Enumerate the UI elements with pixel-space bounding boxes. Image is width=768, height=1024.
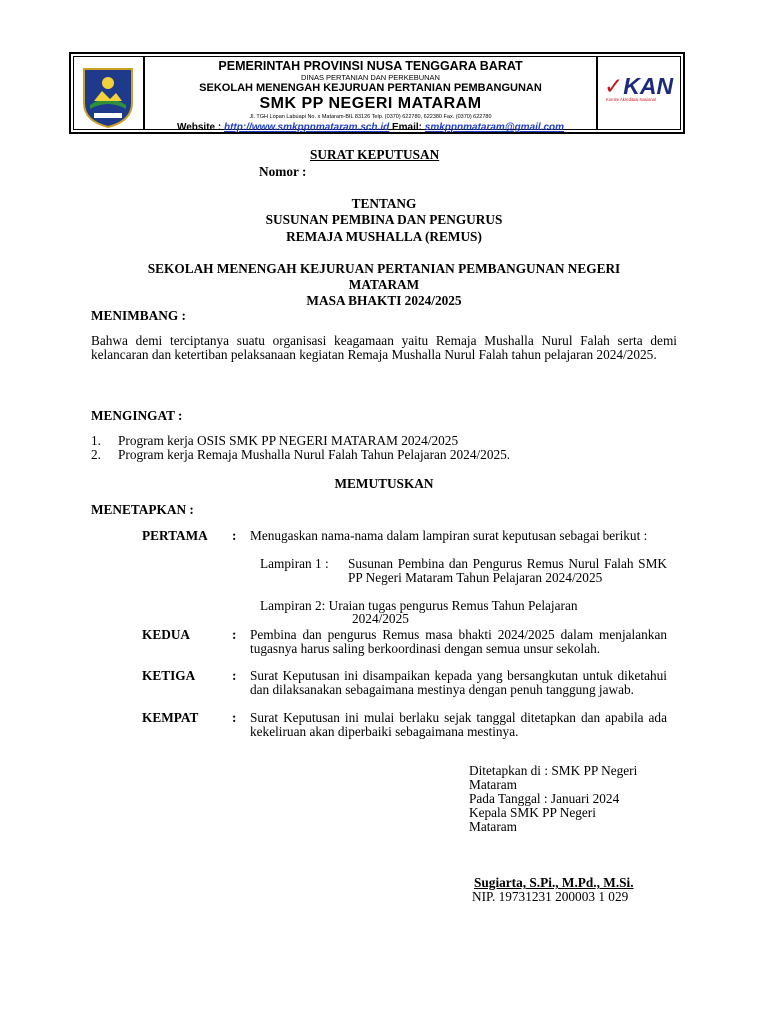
letterhead-right-logo-cell — [596, 57, 680, 129]
kempat-text: Surat Keputusan ini mulai berlaku sejak tanggal ditetapkan dan apabila ada kekeliruan akan diperbaiki sebagaimana mestinya. — [250, 710, 667, 739]
lampiran1-text: Susunan Pembina dan Pengurus Remus Nurul Falah SMK PP Negeri Mataram Tahun Pelajaran 2024/2025 — [348, 556, 667, 585]
signatory-nip: NIP. 19731231 200003 1 029 — [472, 889, 629, 904]
ketiga-label: KETIGA — [142, 668, 196, 683]
kan-logo-subtext: Komite Akreditasi Nasional — [606, 97, 656, 102]
nomor-label: Nomor : — [259, 164, 307, 179]
signatory-name: Sugiarta, S.Pi., M.Pd., M.Si. — [474, 875, 634, 890]
website-link[interactable]: http://www.smkppnmataram.sch.id — [224, 122, 390, 133]
province-emblem-icon — [80, 65, 136, 129]
kedua-label: KEDUA — [142, 627, 191, 642]
kan-logo — [604, 75, 673, 102]
kempat-label: KEMPAT — [142, 710, 199, 725]
memutuskan-heading: MEMUTUSKAN — [334, 476, 434, 491]
contact-line — [145, 122, 596, 134]
government-name: PEMERINTAH PROVINSI NUSA TENGGARA BARAT — [218, 59, 523, 73]
kan-logo-text: ✓KAN — [604, 73, 674, 99]
period-line: MASA BHAKTI 2024/2025 — [306, 293, 462, 308]
school-type: SEKOLAH MENENGAH KEJURUAN PERTANIAN PEMBANGUNAN — [199, 82, 542, 94]
letterhead-text — [145, 57, 596, 133]
school-line-2: MATARAM — [348, 277, 420, 292]
letterhead-left-logo-cell — [74, 57, 145, 129]
kedua-colon: : — [232, 627, 237, 642]
menimbang-text: Bahwa demi terciptanya suatu organisasi keagamaan yaitu Remaja Mushalla Nurul Falah serta demi kelancaran dan ketertiban pelaksanaan kegiatan Remaja Mushalla Nurul Falah tahun pelajaran 2024/2025. — [91, 333, 677, 362]
lampiran1-label: Lampiran 1 : — [260, 556, 329, 571]
mengingat-item-number: 1. — [91, 433, 101, 448]
jabatan-line-1: Kepala SMK PP Negeri — [469, 805, 596, 820]
checkmark-icon: ✓ — [604, 73, 624, 99]
jabatan-line-2: Mataram — [469, 819, 517, 834]
ketiga-colon: : — [232, 668, 237, 683]
menetapkan-heading: MENETAPKAN : — [91, 502, 194, 517]
mengingat-item-text: Program kerja OSIS SMK PP NEGERI MATARAM 2024/2025 — [118, 433, 459, 448]
subject-line-1: SUSUNAN PEMBINA DAN PENGURUS — [265, 212, 503, 227]
department-name: DINAS PERTANIAN DAN PERKEBUNAN — [301, 73, 440, 82]
pertama-text: Menugaskan nama-nama dalam lampiran surat keputusan sebagai berikut : — [250, 528, 648, 543]
letterhead — [69, 52, 685, 134]
document-heading: SURAT KEPUTUSAN — [310, 147, 440, 162]
mengingat-heading: MENGINGAT : — [91, 408, 183, 423]
kedua-text: Pembina dan pengurus Remus masa bhakti 2024/2025 dalam menjalankan tugasnya harus saling berkoordinasi dengan semua unsur sekolah. — [250, 627, 667, 656]
school-name: SMK PP NEGERI MATARAM — [259, 95, 482, 112]
pertama-colon: : — [232, 528, 237, 543]
kempat-colon: : — [232, 710, 237, 725]
school-address: Jl. TGH Lopan Labuapi No. x Mataram-BIL 83126 Telp. (0370) 622780, 622380 Fax. (0370) 622780 — [249, 114, 492, 120]
mengingat-item-number: 2. — [91, 447, 101, 462]
ditetapkan-line-1: Ditetapkan di : SMK PP Negeri — [469, 763, 638, 778]
email-link[interactable]: smkppnmataram@gmail.com — [424, 122, 565, 133]
menimbang-heading: MENIMBANG : — [91, 308, 186, 323]
mengingat-item-text: Program kerja Remaja Mushalla Nurul Falah Tahun Pelajaran 2024/2025. — [118, 447, 511, 462]
ketiga-text: Surat Keputusan ini disampaikan kepada yang bersangkutan untuk diketahui dan dilaksanakan sebagaimana mestinya dengan penuh tanggung jawab. — [250, 668, 667, 697]
subject-line-2: REMAJA MUSHALLA (REMUS) — [286, 229, 482, 244]
lampiran2-year: 2024/2025 — [352, 611, 409, 626]
ditetapkan-line-2: Mataram — [469, 777, 517, 792]
email-label: Email: — [392, 122, 423, 133]
website-label: Website : — [176, 122, 222, 133]
lampiran2-text: Lampiran 2: Uraian tugas pengurus Remus Tahun Pelajaran — [260, 598, 578, 613]
pertama-label: PERTAMA — [142, 528, 208, 543]
tentang-heading: TENTANG — [351, 196, 417, 211]
school-line-1: SEKOLAH MENENGAH KEJURUAN PERTANIAN PEMBANGUNAN NEGERI — [147, 261, 621, 276]
tanggal-line: Pada Tanggal : Januari 2024 — [469, 791, 620, 806]
